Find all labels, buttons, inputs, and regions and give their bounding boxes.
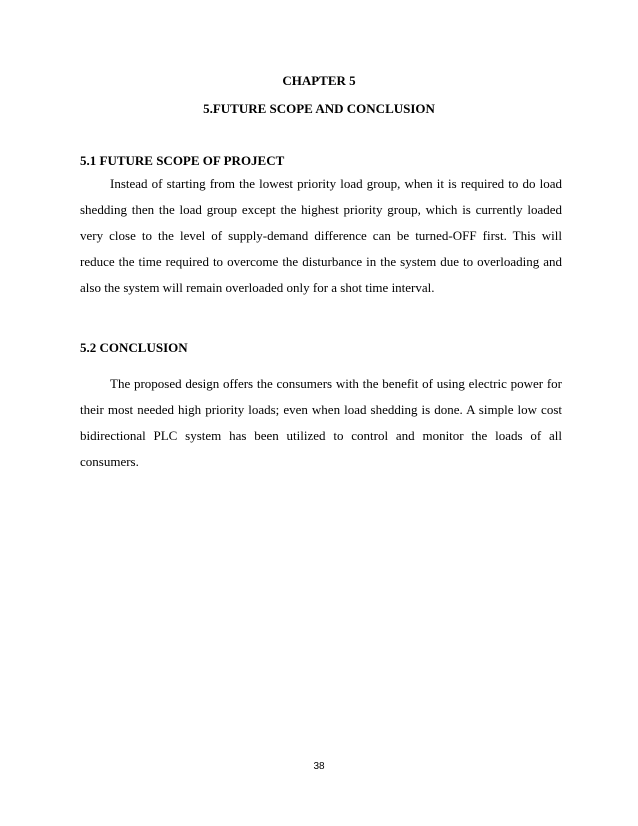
- chapter-title: 5.FUTURE SCOPE AND CONCLUSION: [203, 101, 435, 116]
- chapter-number: CHAPTER 5: [282, 73, 356, 88]
- paragraph-conclusion: The proposed design offers the consumers with the benefit of using electric power for their most needed high priority loads; even when load shedding is done. A simple low cost bidirectional PLC system has been utilized to control and monitor the loads of all consumers.: [80, 376, 562, 469]
- page-number: 38: [313, 761, 325, 772]
- section-heading-conclusion: 5.2 CONCLUSION: [80, 340, 188, 355]
- section-heading-future-scope: 5.1 FUTURE SCOPE OF PROJECT: [80, 153, 285, 168]
- paragraph-future-scope: Instead of starting from the lowest priority load group, when it is required to do load shedding then the load group except the highest priority group, which is currently loaded very close to the level of supply-demand difference can be turned-OFF first. This will reduce the time required to overcome the disturbance in the system due to overloading and also the system will remain overloaded only for a shot time interval.: [80, 176, 562, 295]
